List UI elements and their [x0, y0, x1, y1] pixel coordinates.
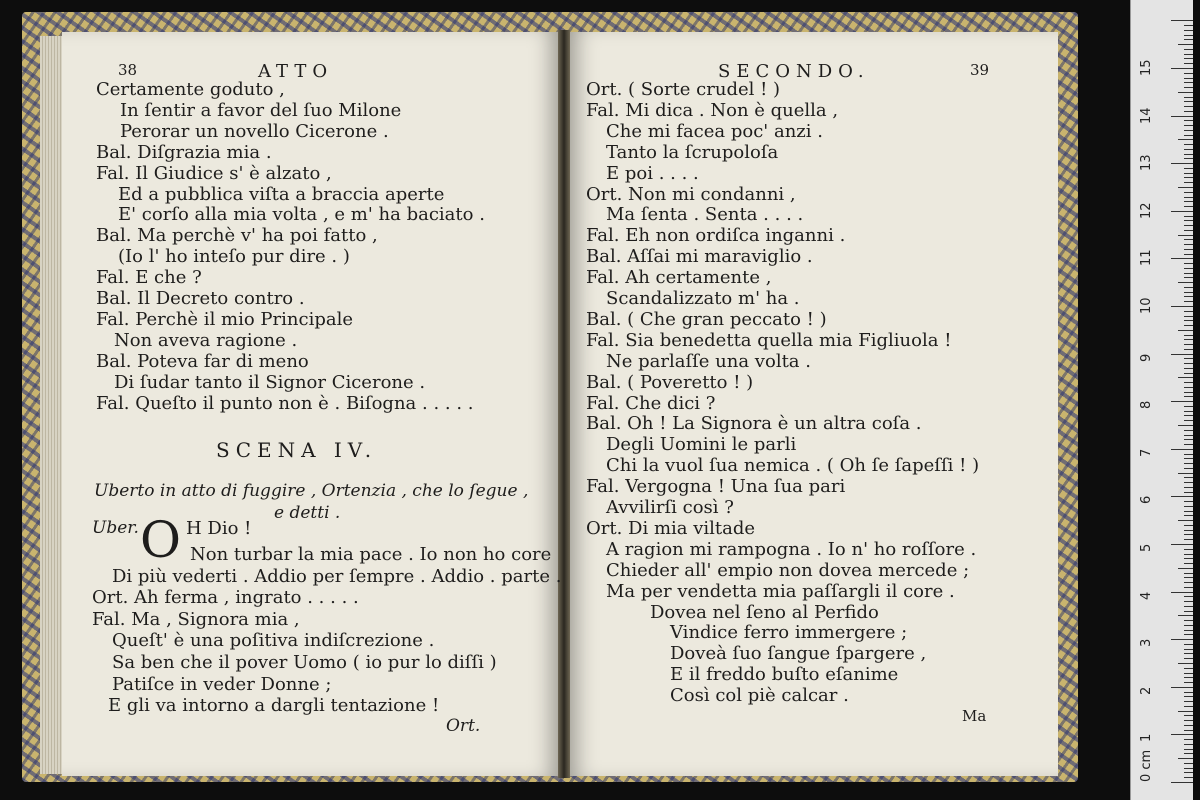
text-line: A ragion mi rampogna . Io n' ho roſſore .: [606, 538, 977, 560]
ruler-tick: [1171, 401, 1193, 402]
ruler-tick: [1184, 415, 1193, 416]
ruler-tick: [1184, 668, 1193, 669]
ruler-tick: [1184, 468, 1193, 469]
ruler-tick: [1184, 606, 1193, 607]
ruler-tick: [1184, 63, 1193, 64]
ruler-tick: [1184, 144, 1193, 145]
ruler-tick: [1178, 520, 1193, 521]
ruler-tick: [1184, 225, 1193, 226]
ruler-label: 10: [1139, 297, 1154, 314]
ruler-tick: [1184, 373, 1193, 374]
ruler-tick: [1184, 644, 1193, 645]
text-line: Sa ben che il pover Uomo ( io pur lo diſſi ): [112, 652, 497, 673]
ruler-tick: [1184, 173, 1193, 174]
ruler-tick: [1184, 649, 1193, 650]
ruler-tick: [1184, 630, 1193, 631]
ruler-tick: [1184, 577, 1193, 578]
ruler-tick: [1184, 30, 1193, 31]
ruler-tick: [1184, 677, 1193, 678]
ruler-tick: [1184, 135, 1193, 136]
ruler-label: 9: [1139, 353, 1154, 362]
ruler-tick: [1184, 344, 1193, 345]
ruler-tick: [1178, 282, 1193, 283]
ruler-tick: [1178, 758, 1193, 759]
ruler-tick: [1184, 634, 1193, 635]
ruler-tick: [1184, 530, 1193, 531]
ruler-tick: [1184, 39, 1193, 40]
text-line: Tanto la ſcrupoloſa: [606, 141, 779, 163]
ruler-tick: [1184, 254, 1193, 255]
ruler-tick: [1184, 763, 1193, 764]
ruler-tick: [1184, 506, 1193, 507]
ruler-tick: [1184, 120, 1193, 121]
text-line: Non turbar la mia pace . Io non ho core: [190, 544, 552, 565]
text-line: (Io l' ho inteſo pur dire . ): [118, 246, 350, 268]
ruler-tick: [1171, 639, 1193, 640]
ruler-tick: [1184, 558, 1193, 559]
text-line: Bal. Oh ! La Signora è un altra coſa .: [586, 413, 922, 435]
text-line: E gli va intorno a dargli tentazione !: [108, 695, 440, 717]
ruler-tick: [1184, 197, 1193, 198]
right-page-number: 39: [970, 61, 990, 79]
ruler-tick: [1184, 87, 1193, 88]
right-catchword: Ma: [962, 707, 987, 725]
right-running-head: SECONDO.: [718, 61, 870, 82]
ruler-tick: [1178, 711, 1193, 712]
text-line: Fal. Mi dica . Non è quella ,: [586, 99, 839, 121]
ruler-tick: [1178, 235, 1193, 236]
ruler-tick: [1184, 325, 1193, 326]
ruler-tick: [1178, 139, 1193, 140]
ruler-tick: [1184, 396, 1193, 397]
text-line: Bal. ( Che gran peccato ! ): [586, 308, 827, 330]
left-catchword: Ort.: [446, 716, 481, 736]
ruler-tick: [1184, 387, 1193, 388]
text-line: In ſentir a favor del ſuo Milone: [120, 99, 402, 121]
ruler-tick: [1184, 587, 1193, 588]
ruler-tick: [1171, 734, 1193, 735]
ruler-tick: [1184, 554, 1193, 555]
text-line: Bal. Ma perchè v' ha poi fatto ,: [96, 225, 378, 247]
text-line: Bal. Il Decreto contro .: [96, 288, 305, 309]
ruler-tick: [1178, 377, 1193, 378]
ruler-tick: [1184, 182, 1193, 183]
ruler-tick: [1184, 696, 1193, 697]
ruler-tick: [1184, 706, 1193, 707]
ruler-tick: [1184, 58, 1193, 59]
ruler-label: 3: [1139, 638, 1154, 648]
stage-direction: Uberto in atto di fuggire , Ortenzia , che lo ſegue ,: [94, 481, 529, 501]
ruler-tick: [1184, 492, 1193, 493]
ruler-tick: [1184, 335, 1193, 336]
ruler-tick: [1184, 368, 1193, 369]
text-line: E' corſo alla mia volta , e m' ha baciato .: [118, 204, 485, 226]
ruler-tick: [1171, 20, 1193, 21]
ruler-tick: [1184, 316, 1193, 317]
ruler-tick: [1178, 92, 1193, 93]
ruler-tick: [1184, 715, 1193, 716]
text-line: Fal. Il Giudice s' è alzato ,: [96, 162, 332, 184]
text-line: Ort. Di mia viltade: [586, 517, 756, 539]
ruler-tick: [1184, 563, 1193, 564]
text-line: Fal. Vergogna ! Una ſua pari: [586, 476, 846, 498]
stage-direction-cont: e detti .: [274, 503, 341, 523]
ruler-tick: [1184, 534, 1193, 535]
text-line: Chi la vuol ſua nemica . ( Oh ſe ſapeſſi ! ): [606, 455, 980, 477]
ruler-label: 7: [1139, 448, 1154, 457]
ruler-tick: [1184, 149, 1193, 150]
ruler-tick: [1184, 653, 1193, 654]
ruler-tick: [1184, 125, 1193, 126]
ruler-tick: [1184, 206, 1193, 207]
ruler-tick: [1171, 258, 1193, 259]
ruler-tick: [1184, 487, 1193, 488]
ruler-tick: [1184, 525, 1193, 526]
ruler-label: 11: [1139, 249, 1154, 267]
ruler-tick: [1171, 544, 1193, 545]
ruler-tick: [1184, 230, 1193, 231]
ruler-tick: [1184, 515, 1193, 516]
ruler-tick: [1178, 663, 1193, 664]
ruler-tick: [1184, 444, 1193, 445]
ruler-label: 4: [1139, 591, 1154, 600]
text-line: Bal. Diſgrazia mia .: [96, 141, 272, 163]
text-line: Dovea nel ſeno al Perfido: [650, 601, 879, 623]
ruler-tick: [1184, 363, 1193, 364]
ruler-tick: [1184, 177, 1193, 178]
text-line: Certamente goduto ,: [96, 79, 285, 100]
text-line: Ort. Ah ferma , ingrato . . . . .: [92, 587, 359, 609]
text-line: Chieder all' empio non dovea mercede ;: [606, 559, 970, 581]
ruler-tick: [1184, 658, 1193, 659]
measurement-ruler: [1130, 0, 1193, 800]
ruler-label: 13: [1139, 154, 1154, 172]
ruler-tick: [1184, 477, 1193, 478]
ruler-tick: [1184, 168, 1193, 169]
text-line: Avvilirſi così ?: [606, 497, 734, 518]
text-line: Queſt' è una poſitiva indiſcrezione .: [112, 630, 435, 652]
text-line: Non aveva ragione .: [114, 329, 298, 351]
ruler-tick: [1184, 682, 1193, 683]
ruler-tick: [1184, 539, 1193, 540]
text-line: Fal. Perchè il mio Principale: [96, 308, 353, 330]
ruler-tick: [1184, 216, 1193, 217]
text-line: Così col piè calcar .: [670, 685, 849, 707]
ruler-label: 15: [1139, 59, 1154, 76]
ruler-tick: [1184, 458, 1193, 459]
ruler-tick: [1184, 106, 1193, 107]
drop-cap: O: [140, 511, 181, 569]
ruler-tick: [1184, 111, 1193, 112]
ruler-label: 0 cm: [1139, 749, 1154, 782]
ruler-tick: [1184, 78, 1193, 79]
text-line: Ma ſenta . Senta . . . .: [606, 204, 804, 226]
ruler-tick: [1184, 744, 1193, 745]
ruler-tick: [1184, 54, 1193, 55]
ruler-tick: [1184, 244, 1193, 245]
ruler-tick: [1184, 339, 1193, 340]
text-line: Vindice ferro immergere ;: [670, 622, 908, 644]
text-line: Fal. Ma , Signora mia ,: [92, 608, 300, 630]
text-line: Degli Uomini le parli: [606, 434, 797, 456]
ruler-tick: [1184, 625, 1193, 626]
ruler-tick: [1184, 573, 1193, 574]
text-line: Fal. Queſto il punto non è . Biſogna . . . . .: [96, 392, 474, 414]
ruler-tick: [1184, 725, 1193, 726]
text-line: Bal. ( Poveretto ! ): [586, 371, 754, 393]
ruler-label: 2: [1139, 686, 1154, 695]
ruler-tick: [1184, 420, 1193, 421]
ruler-tick: [1178, 44, 1193, 45]
ruler-tick: [1178, 615, 1193, 616]
ruler-tick: [1184, 320, 1193, 321]
ruler-tick: [1184, 720, 1193, 721]
ruler-tick: [1184, 596, 1193, 597]
ruler-tick: [1178, 568, 1193, 569]
book-gutter: [558, 30, 570, 778]
ruler-tick: [1184, 549, 1193, 550]
ruler-tick: [1184, 277, 1193, 278]
ruler-tick: [1171, 782, 1193, 783]
ruler-tick: [1171, 68, 1193, 69]
ruler-tick: [1184, 239, 1193, 240]
ruler-tick: [1184, 435, 1193, 436]
line-oh-dio: H Dio !: [186, 518, 252, 539]
ruler-tick: [1184, 358, 1193, 359]
ruler-tick: [1171, 592, 1193, 593]
ruler-tick: [1184, 201, 1193, 202]
ruler-tick: [1184, 301, 1193, 302]
ruler-tick: [1184, 692, 1193, 693]
ruler-tick: [1184, 611, 1193, 612]
ruler-tick: [1184, 158, 1193, 159]
text-line: Perorar un novello Cicerone .: [120, 120, 389, 142]
ruler-tick: [1184, 101, 1193, 102]
ruler-label: 12: [1139, 202, 1154, 219]
ruler-tick: [1184, 406, 1193, 407]
ruler-tick: [1171, 306, 1193, 307]
ruler-tick: [1184, 482, 1193, 483]
ruler-tick: [1184, 35, 1193, 36]
ruler-tick: [1184, 582, 1193, 583]
ruler-tick: [1184, 730, 1193, 731]
ruler-tick: [1184, 287, 1193, 288]
ruler-tick: [1184, 220, 1193, 221]
text-line: Ed a pubblica viſta a braccia aperte: [118, 183, 445, 205]
ruler-label: 8: [1139, 400, 1154, 410]
ruler-tick: [1184, 753, 1193, 754]
ruler-tick: [1184, 249, 1193, 250]
ruler-tick: [1171, 496, 1193, 497]
ruler-tick: [1184, 268, 1193, 269]
text-line: Bal. Aſſai mi maraviglio .: [586, 246, 813, 268]
ruler-tick: [1184, 511, 1193, 512]
ruler-tick: [1184, 411, 1193, 412]
ruler-tick: [1184, 130, 1193, 131]
left-running-head: ATTO: [258, 61, 334, 82]
ruler-tick: [1171, 163, 1193, 164]
ruler-tick: [1184, 439, 1193, 440]
scene-title: SCENA IV.: [216, 438, 378, 462]
text-line: Fal. Eh non ordiſca inganni .: [586, 225, 846, 247]
text-line: Scandalizzato m' ha .: [606, 288, 800, 309]
ruler-tick: [1171, 449, 1193, 450]
text-line: Doveà ſuo ſangue ſpargere ,: [670, 643, 927, 665]
ruler-label: 5: [1139, 543, 1154, 552]
ruler-tick: [1184, 192, 1193, 193]
ruler-tick: [1184, 454, 1193, 455]
ruler-tick: [1184, 49, 1193, 50]
text-line: Fal. E che ?: [96, 267, 202, 289]
ruler-tick: [1171, 354, 1193, 355]
ruler-tick: [1184, 82, 1193, 83]
ruler-label: 6: [1139, 496, 1154, 505]
ruler-tick: [1184, 73, 1193, 74]
ruler-tick: [1184, 749, 1193, 750]
ruler-tick: [1184, 673, 1193, 674]
text-line: E poi . . . .: [606, 162, 699, 184]
ruler-tick: [1184, 97, 1193, 98]
text-line: Patiſce in veder Donne ;: [112, 673, 332, 695]
ruler-tick: [1184, 501, 1193, 502]
ruler-tick: [1184, 430, 1193, 431]
ruler-tick: [1184, 154, 1193, 155]
text-line: Fal. Sia benedetta quella mia Figliuola !: [586, 329, 952, 351]
text-line: Fal. Che dici ?: [586, 392, 716, 414]
ruler-label: 14: [1139, 107, 1154, 124]
text-line: Ma per vendetta mia paſſargli il core .: [606, 580, 955, 602]
ruler-tick: [1184, 382, 1193, 383]
text-line: Ort. Non mi condanni ,: [586, 183, 796, 205]
ruler-label: 1: [1139, 734, 1154, 743]
ruler-tick: [1184, 463, 1193, 464]
text-line: Di ſudar tanto il Signor Cicerone .: [114, 371, 426, 393]
text-line: Fal. Ah certamente ,: [586, 267, 772, 289]
ruler-tick: [1178, 425, 1193, 426]
ruler-tick: [1184, 701, 1193, 702]
ruler-tick: [1184, 601, 1193, 602]
ruler-tick: [1184, 296, 1193, 297]
ruler-tick: [1184, 25, 1193, 26]
ruler-tick: [1184, 273, 1193, 274]
speaker-uber: Uber.: [92, 518, 139, 538]
text-line: Che mi facea poc' anzi .: [606, 120, 823, 142]
ruler-tick: [1178, 330, 1193, 331]
ruler-tick: [1184, 768, 1193, 769]
ruler-tick: [1171, 211, 1193, 212]
ruler-tick: [1171, 116, 1193, 117]
ruler-tick: [1184, 620, 1193, 621]
text-line: E il freddo buſto eſanime: [670, 664, 899, 686]
ruler-tick: [1178, 187, 1193, 188]
ruler-tick: [1184, 311, 1193, 312]
ruler-tick: [1184, 777, 1193, 778]
ruler-tick: [1171, 687, 1193, 688]
ruler-tick: [1184, 263, 1193, 264]
ruler-tick: [1184, 349, 1193, 350]
text-line: Ort. ( Sorte crudel ! ): [586, 79, 781, 100]
left-page-number: 38: [118, 61, 138, 79]
ruler-tick: [1184, 772, 1193, 773]
ruler-tick: [1178, 473, 1193, 474]
page-edges: [40, 36, 64, 774]
text-line: Ne parlaſſe una volta .: [606, 350, 811, 372]
text-line: Di più vederti . Addio per ſempre . Addio . parte .: [112, 565, 562, 587]
ruler-tick: [1184, 292, 1193, 293]
ruler-tick: [1184, 392, 1193, 393]
ruler-tick: [1184, 739, 1193, 740]
text-line: Bal. Poteva far di meno: [96, 350, 309, 372]
